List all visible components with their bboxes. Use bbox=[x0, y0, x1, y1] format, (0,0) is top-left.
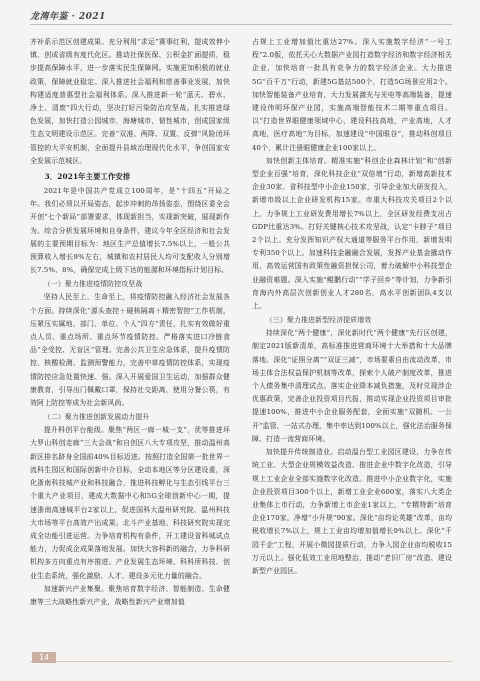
subsection-heading: （三）聚力推进新型经济提质增效 bbox=[265, 316, 372, 325]
paragraph: 提升科创平台能级。聚焦“两区一廊一城一支”，优等推进环大罗山科创走廊“三大会战”和自创区八大专项攻坚，推动温州高新区排名跻身全国前40%目标迈进。按照打造全国第一批世界一流科生园区和国际创新中介目标，全动本地区等分区建设重，深化浙南科技城产业和科技融合，推进科技孵化与生态引线平台三个重大产业项目，建成大数据中心和5G全球创新中心一期，提速浙南高速城平台2家以上，促进国科大温州研究院、温州科技大市场等平台高效产出成果。北斗产业基地、科技研究院实现完成全功能引进运营。力争培育机构有条件，开工建设省科城试点能力，力促成企成果落地发展。加快大容科新的融合，力争科研机构多方向重点有序推进。产业发展生态环境、科科所科技、创业生态系统，强化激励、人才、建设多元化力量的融合。 bbox=[30, 426, 230, 580]
paragraph: 齐补系示范区创建成果。充分利用“求运”赛事红利，提成效伸小镇、创成省级有度代化区。推动社保医保、公积金扩面提质，稳步提高保障水平，进一步落实民生保障网。实施更加积极的就业政策，保障就业稳定。深入推进社会福利和慈善事业发展，加快构建适度普惠型社会福利体系。深入推进新一轮“蓝天、碧水、净土、清废”四大行动，坚决打好污染防治攻坚战。扎实推进绿色发展，加快打造公园城市，海塘城市，韧性城市，创成国家级生态文明建设示范区。完善“双准、两降、双置、反弹”风险闭环管控的大平安机制，全面提升县域治理现代化水平，争创国家安全发展示范城区。 bbox=[30, 38, 230, 165]
paragraph: 加快提升传统制造业。启动温台型工业园区建设，力争在传统工业、大型企业规模效益改造、推进企业中数字化改造，引导规上工业企业全部实施数字化改造。推进中小企业数字化，实施企业投资项目300个以上，新增工业企业600家，落实八大类企业集体上市行动，力争新增上市企业1家以上，“专精特新”培育企业170家，净增“小升规”90家。深化“亩均论英雄”改革，亩均税收增长7%以上，规上工业亩均增加值增长9%以上。深化“千园千企”工程，开展小微园提质行动，力争入园企业亩均税收15万元以上。强化低效工业用地整治，推动“老旧厂房”改造、建设新型产业园区。 bbox=[252, 448, 452, 575]
section-heading: 3．2021年主要工作安排 bbox=[44, 172, 131, 182]
paragraph: 持续深化“两个健康”，深化新时代“两个健康”先行区创建，制定2021版新清单，高标准推进营商环境十大举措和十大品牌落地。深化“证照分离”“双证三减”，市场要素自由流动改革，市场主体合法权益保护机制等改革，探索个人破产制度改革，推进个人债务集中清理试点。落实企业降本减负措施，及时兑现涉企优惠政策，完善企业投资项目代报，推动实现企业投资项目审批提速100%，推进中小企业服务配套，全面实施“双随机、一公开”监管，一站式办理，集中率达到100%以上，强化法治服务保障、打造一流营商环境。 bbox=[252, 329, 452, 443]
paragraph: 加速新兴产业集聚。聚焦培育数字经济、智能制造、生命健康等三大战略性新兴产业，战略性新兴产业增加值 bbox=[30, 584, 230, 606]
subsection-heading: （一）聚力推进疫情防控攻坚战 bbox=[43, 280, 143, 289]
header-divider bbox=[30, 24, 452, 25]
paragraph: 占规上工业增加值比重达27%。深入实施数字经济“一号工程”2.0版，依托天心大数据产业园打造数字经济和数字经济相关企业，加快培育一批具有竞争力的数字经济企业。大力推进5G“百千万”行动，新建5G基站500个，打造5G场景应用2个。加快智能装备产业培育，大力发展激光与光电等高端装备，提速建设伟明环保产业园，实施高端智能技术二期等重点项目。以“打造世界眼健康领域中心，建设科技高地，产业高地，人才高地，医疗高地”为目标，加速建设“中国眼谷”，推动科创项目40个，累计注册眼健康企业100家以上。 bbox=[252, 38, 452, 152]
running-header: 龙湾年鉴 · 2021 bbox=[30, 12, 106, 22]
paragraph: 2021年是中国共产党成立100周年，是“十四五”开局之年。我们必须以开局姿态，起步冲刺的昂扬姿态，围绕区委全会开创“七个新局”部署要求，体现新担当，实现新突破，展现新作为。综合分析发展环境和自身条件，建议今年全区经济和社会发展的主要预期目标为：地区生产总值增长7.5%以上，一般公共预算收入增长9%左右，城镇和农村居民人均可支配收入分别增长7.5%、8%，确保完成上级下达的能源和环境指标计划目标。 bbox=[30, 187, 230, 275]
paragraph: 加快创新主体培育。精准实施“科创企业森林计划”和“创新型企业百强”培育，深化科技企业“双倍增”行动，新增高新技术企业30家、省科技型中小企业150家，引导企业加大研发投入，新增市级以上企业研发机构15家。市重大科技攻关项目2个以上，力争规上工业研发费用增长7%以上，全区研发经费支出占GDP比重达3%。打好关键核心技术攻坚战，认定“卡脖子”项目2个以上。充分发挥知识产权大通道等服务平台作用，新增发明专利350个以上。加速科技金融融合发展，发挥产业基金撬动作用，高效运营国有政策性融资担保公司，着力破解中小科技型企业融资难题。深入实施“鲲鹏行动”“学子回乡”等计划，力争新引育海内外高层次创新创业人才280名，高水平创新团队4支以上。 bbox=[252, 156, 452, 311]
subsection-heading: （二）聚力推进创新发展动力提升 bbox=[43, 413, 150, 422]
footer-divider bbox=[30, 661, 452, 662]
right-column bbox=[252, 36, 452, 578]
page-number: 14 bbox=[32, 652, 56, 663]
left-column bbox=[30, 36, 230, 609]
paragraph: 坚持人民至上、生命至上，将疫情防控融入经济社会发展各个方面。持续深化“源头查控＋硬核隔离＋精密智控”工作机制，压紧压实属地、部门、单位、个人“四方”责任，扎实有效做好重点人员、重点场所、重点环节疫情防控。严格落实进口冷链食品“全受控、无盲区”管理。完善公共卫生应急体系，提升疫情防控、核酸检测、监测预警能力，完善中草疫情防控体系，实现疫情防控应急处置快速、强。深入开展爱国卫生运动，加强群众健康教育，引导出门佩戴口罩，保持社交距离，使用分餐公筷，有效阿上防控等成为社会新风尚。 bbox=[30, 293, 230, 408]
